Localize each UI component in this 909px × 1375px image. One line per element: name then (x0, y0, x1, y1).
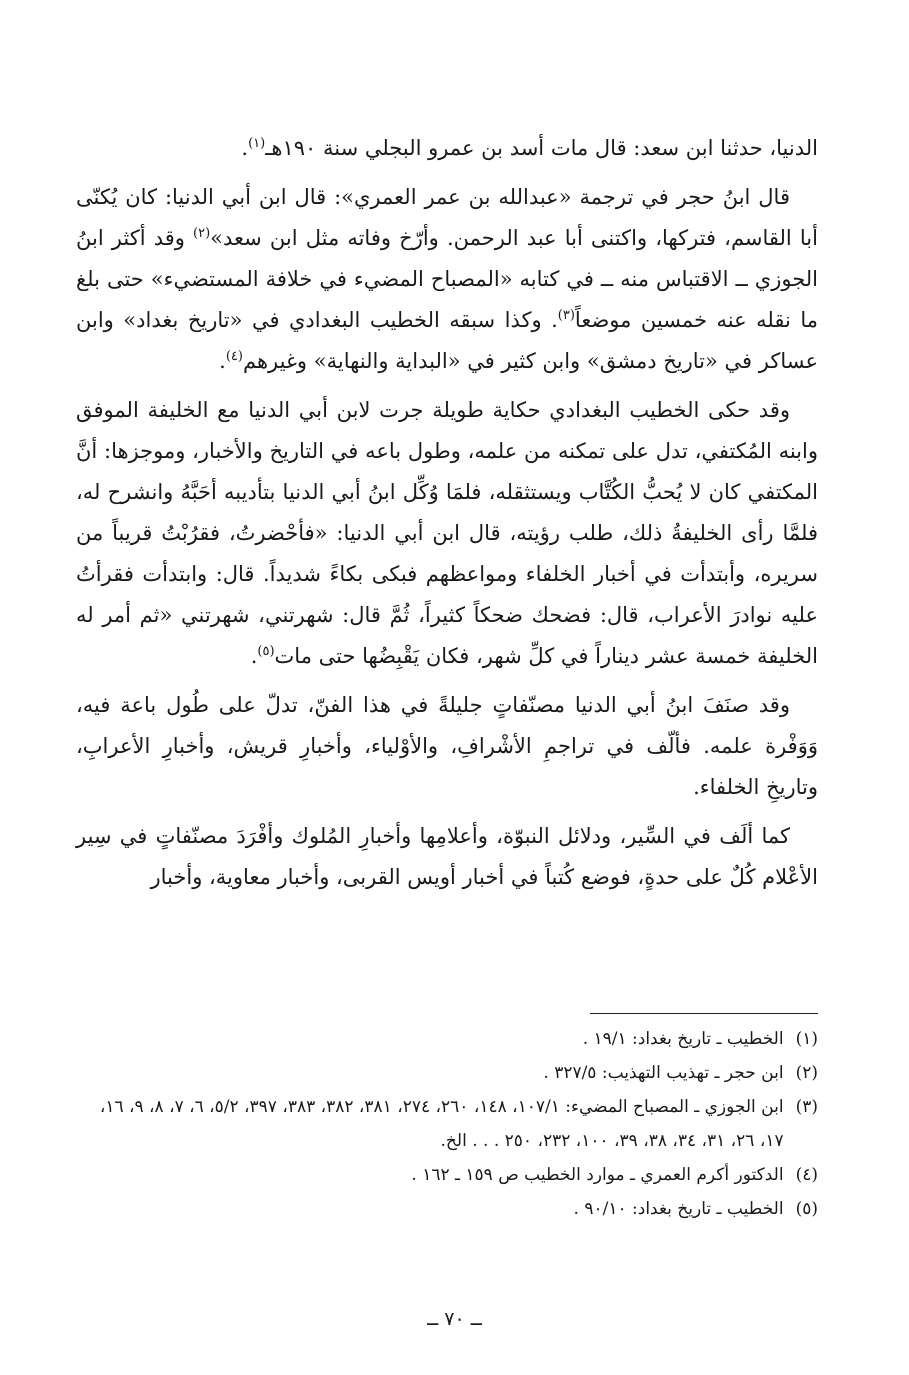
footnote-ref-3: (٣) (557, 308, 575, 323)
footnote-text: الخطيب ـ تاريخ بغداد: ٩٠/١٠ . (573, 1199, 784, 1219)
footnote-ref-1: (١) (248, 136, 266, 151)
footnote-text: ابن حجر ـ تهذيب التهذيب: ٣٢٧/٥ . (543, 1063, 784, 1083)
page-number: ــ ٧٠ ــ (427, 1308, 482, 1330)
paragraph-4: وقد صنَفَ ابنُ أبي الدنيا مصنّفاتٍ جليلةً في هذا الفنّ، تدلّ على طُول باعة فيه، وَوَفْرة علمه. فألّف في تراجمِ الأشْرافِ، والأوْلياء، وأخبارِ قريش، وأخبارِ الأعرابِ، وتاريخِ الخلفاء. (76, 693, 818, 799)
paragraph-1: الدنيا، حدثنا ابن سعد: قال مات أسد بن عمرو البجلي سنة ١٩٠هـ$^{(١)}$. (241, 136, 818, 160)
footnote-ref-2: (٢) (193, 226, 211, 241)
footnote-text: الدكتور أكرم العمري ـ موارد الخطيب ص ١٥٩ ـ ١٦٢ . (411, 1165, 784, 1185)
footnote-divider (590, 1013, 818, 1014)
footnote-number: (٣) (795, 1097, 818, 1117)
footnote-text: الخطيب ـ تاريخ بغداد: ١٩/١ . (582, 1029, 784, 1049)
paragraph-5: كما ألَف في السِّير، ودلائل النبوّة، وأعلامِها وأخبارِ المُلوك وأفْرَدَ مصنّفاتٍ في سِير الأعْلام كُلٌ على حدةٍ، فوضع كُتباً في أخبار أويس القربى، وأخبار معاوية، وأخبار (76, 824, 818, 889)
footnote-1 (76, 1022, 818, 1056)
paragraph-2-text-a: قال ابنُ حجر في ترجمة «عبدالله بن عمر العمري»: قال ابن أبي الدنيا: كان يُكنّى أبا القاسم، فتركها، واكتنى أبا عبد الرحمن. وأرّخ وفاته مثل ابن سعد» (76, 185, 818, 250)
paragraph-3 (76, 390, 818, 677)
footnote-ref-5: (٥) (257, 644, 275, 659)
footnote-2 (76, 1056, 818, 1090)
paragraph-2-text-d: . (219, 349, 226, 373)
footnote-number: (٥) (795, 1199, 818, 1219)
paragraph-2-text-c: . وكذا سبقه الخطيب البغدادي في «تاريخ بغداد» وابن عساكر في «تاريخ دمشق» وابن كثير في «البداية والنهاية» وغيرهم (76, 308, 818, 373)
footnote-4 (76, 1158, 818, 1192)
footnote-3 (76, 1090, 818, 1158)
paragraph-1-text: الدنيا، حدثنا ابن سعد: قال مات أسد بن عمرو البجلي سنة ١٩٠هـ (265, 136, 818, 160)
footnote-text: ابن الجوزي ـ المصباح المضيء: ١٠٧/١، ١٤٨، ٢٦٠، ٢٧٤، ٣٨١، ٣٨٢، ٣٨٣، ٣٩٧، ٥/٢، ٦، ٧، ٨، ٩، ١٦، ١٧، ٢٦، ٣١، ٣٤، ٣٨، ٣٩، ١٠٠، ٢٣٢، ٢٥٠ . . . الخ. (99, 1097, 784, 1151)
paragraph-3-end: . (250, 644, 258, 668)
paragraph-3-text: وقد حكى الخطيب البغدادي حكاية طويلة جرت لابن أبي الدنيا مع الخليفة الموفق وابنه المُكتفي، تدل على تمكنه من علمه، وطول باعه في التاريخ والأخبار، وموجزها: أنَّ المكتفي كان لا يُحبُّ الكُتَّاب ويستثقله، فلمَا وُكِّل ابنُ أبي الدنيا بتأديبه أحَبَّهُ وانشرح له، فلمَّا رأى الخليفةُ ذلك، طلب رؤيته، قال ابن أبي الدنيا: «فأحْضرتُ، فقرُبْتُ قريباً من سريره، وأبتدأت في أخبار الخلفاء ومواعظهم فبكى بكاءً شديداً. قال: وابتدأت فقرأتُ عليه نوادرَ الأعراب، قال: فضحك ضحكاً كثيراً، ثُمَّ قال: شهرتني، شهرتني «ثم أمر له الخليفة خمسة عشر ديناراً في كلِّ شهر، فكان يَقْبِضُها حتى مات (76, 398, 818, 668)
footnote-ref-4: (٤) (225, 349, 243, 364)
footnote-number: (٤) (795, 1165, 818, 1185)
paragraph-2-text-b: وقد أكثر ابنُ الجوزي ــ الاقتباس منه ــ في كتابه «المصباح المضيء في خلافة المستضيء» حتى بلغ ما نقله عنه خمسين موضعاً (76, 226, 818, 332)
footnote-number: (٢) (795, 1063, 818, 1083)
footnotes (76, 1022, 818, 1226)
footnote-5 (76, 1192, 818, 1226)
footnote-number: (١) (795, 1029, 818, 1049)
paragraph-2 (76, 177, 818, 382)
main-text (76, 128, 818, 906)
